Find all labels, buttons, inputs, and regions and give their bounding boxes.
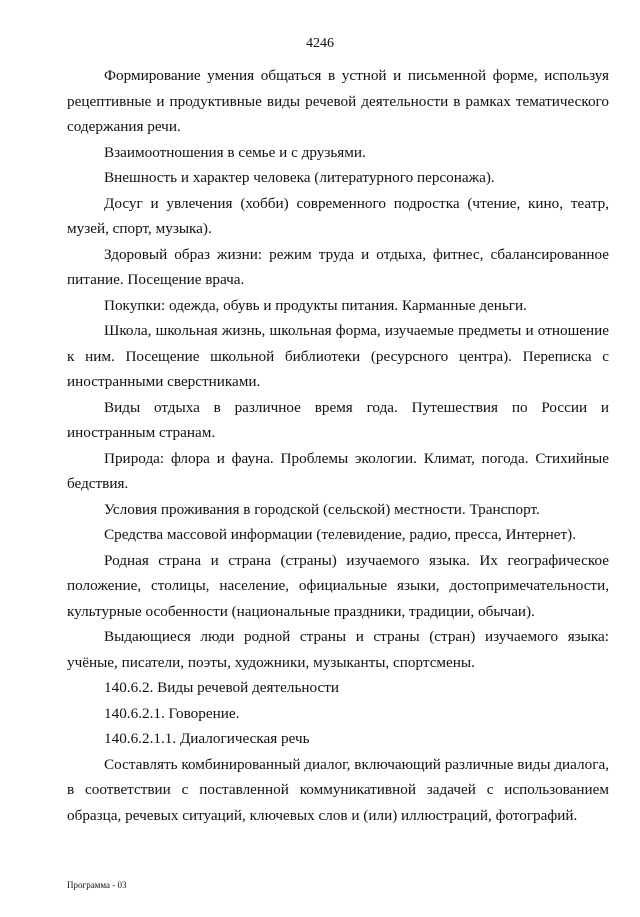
page-number: 4246 <box>306 36 334 51</box>
section-heading-speaking: 140.6.2.1. Говорение. <box>104 704 240 722</box>
paragraph-nature: Природа: флора и фауна. Проблемы экологии. Климат, погода. Стихийные бедствия. <box>67 449 609 492</box>
section-heading-dialogue: 140.6.2.1.1. Диалогическая речь <box>104 730 310 747</box>
section-heading-speech-activities: 140.6.2. Виды речевой деятельности <box>104 679 340 696</box>
paragraph-shopping: Покупки: одежда, обувь и продукты питания. Карманные деньги. <box>104 296 527 314</box>
paragraph-family-friends: Взаимоотношения в семье и с друзьями. <box>104 143 366 161</box>
paragraph-appearance-character: Внешность и характер человека (литературного персонажа). <box>104 169 495 186</box>
paragraph-combined-dialogue: Составлять комбинированный диалог, включающий различные виды диалога, в соответствии с поставленной коммуникативной задачей с использованием образца, речевых ситуаций, ключевых слов и (или) иллюстраций, фотографий. <box>67 755 609 824</box>
paragraph-travel: Виды отдыха в различное время года. Путешествия по России и иностранным странам. <box>67 398 609 441</box>
paragraph-famous-people: Выдающиеся люди родной страны и страны (стран) изучаемого языка: учёные, писатели, поэты, художники, музыканты, спортсмены. <box>67 628 609 671</box>
paragraph-mass-media: Средства массовой информации (телевидение, радио, пресса, Интернет). <box>104 526 577 543</box>
document-body <box>67 63 609 828</box>
paragraph-communication-skills: Формирование умения общаться в устной и письменной форме, используя рецептивные и продуктивные виды речевой деятельности в рамках тематического содержания речи. <box>67 67 609 135</box>
paragraph-living-conditions: Условия проживания в городской (сельской) местности. Транспорт. <box>104 500 540 518</box>
page-footer: Программа - 03 <box>67 880 127 890</box>
paragraph-leisure-hobbies: Досуг и увлечения (хобби) современного подростка (чтение, кино, театр, музей, спорт, музыка). <box>67 194 609 237</box>
paragraph-school: Школа, школьная жизнь, школьная форма, изучаемые предметы и отношение к ним. Посещение школьной библиотеки (ресурсного центра). Переписка с иностранными сверстниками. <box>67 322 609 390</box>
paragraph-healthy-lifestyle: Здоровый образ жизни: режим труда и отдыха, фитнес, сбалансированное питание. Посещение врача. <box>67 245 609 288</box>
paragraph-native-country: Родная страна и страна (страны) изучаемого языка. Их географическое положение, столицы, население, официальные языки, достопримечательности, культурные особенности (национальные праздники, традиции, обычаи). <box>67 551 609 620</box>
